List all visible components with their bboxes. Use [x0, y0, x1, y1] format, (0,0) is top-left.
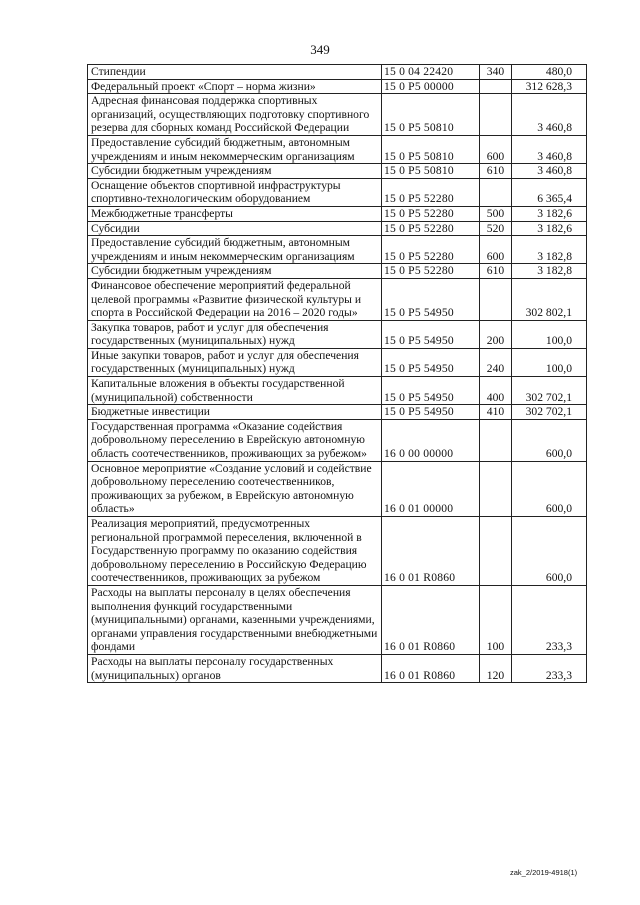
row-expense-type-cell: 240: [480, 348, 512, 376]
row-name-cell: Межбюджетные трансферты: [88, 206, 382, 221]
row-amount-cell: 100,0: [512, 320, 587, 348]
row-amount-cell: 233,3: [512, 585, 587, 654]
row-expense-type-cell: 520: [480, 221, 512, 236]
row-amount-cell: 3 460,8: [512, 135, 587, 163]
row-code-cell: 15 0 Р5 52280: [382, 221, 480, 236]
row-expense-type-cell: [480, 419, 512, 461]
row-expense-type-cell: [480, 278, 512, 320]
row-expense-type-cell: [480, 461, 512, 516]
table-row: [88, 405, 587, 420]
row-expense-type-cell: 600: [480, 236, 512, 264]
row-code-cell: 15 0 Р5 52280: [382, 178, 480, 206]
row-code-cell: 15 0 Р5 54950: [382, 348, 480, 376]
table-row: [88, 348, 587, 376]
row-amount-cell: 302 702,1: [512, 405, 587, 420]
row-amount-cell: 3 182,6: [512, 206, 587, 221]
row-name-cell: Бюджетные инвестиции: [88, 405, 382, 420]
row-amount-cell: 480,0: [512, 65, 587, 80]
row-name-cell: Государственная программа «Оказание содействия добровольному переселению в Еврейскую автономную область соотечественников, проживающих за рубежом»: [88, 419, 382, 461]
row-code-cell: 15 0 Р5 52280: [382, 264, 480, 279]
document-code: zak_2/2019-4918(1): [510, 868, 578, 877]
row-amount-cell: 3 182,8: [512, 264, 587, 279]
row-name-cell: Стипендии: [88, 65, 382, 80]
row-name-cell: Расходы на выплаты персоналу государственных (муниципальных) органов: [88, 654, 382, 682]
row-code-cell: 15 0 Р5 50810: [382, 164, 480, 179]
row-expense-type-cell: 600: [480, 135, 512, 163]
row-code-cell: 16 0 01 R0860: [382, 517, 480, 586]
table-row: [88, 278, 587, 320]
row-code-cell: 15 0 Р5 00000: [382, 79, 480, 94]
row-name-cell: Финансовое обеспечение мероприятий федеральной целевой программы «Развитие физической культуры и спорта в Российской Федерации на 2016 – 2020 годы»: [88, 278, 382, 320]
table-row: [88, 94, 587, 136]
row-code-cell: 16 0 00 00000: [382, 419, 480, 461]
row-code-cell: 15 0 Р5 54950: [382, 278, 480, 320]
row-name-cell: Оснащение объектов спортивной инфраструктуры спортивно-технологическим оборудованием: [88, 178, 382, 206]
row-amount-cell: 3 182,6: [512, 221, 587, 236]
table-row: [88, 461, 587, 516]
row-expense-type-cell: 340: [480, 65, 512, 80]
table-row: [88, 206, 587, 221]
row-name-cell: Реализация мероприятий, предусмотренных региональной программой переселения, включенной в Государственную программу по оказанию содействия добровольному переселению в Российскую Федерацию соотечественников, проживающих за рубежом: [88, 517, 382, 586]
row-expense-type-cell: 610: [480, 164, 512, 179]
row-expense-type-cell: 200: [480, 320, 512, 348]
row-amount-cell: 3 460,8: [512, 164, 587, 179]
row-amount-cell: 302 802,1: [512, 278, 587, 320]
row-expense-type-cell: [480, 94, 512, 136]
row-amount-cell: 312 628,3: [512, 79, 587, 94]
table-row: [88, 517, 587, 586]
row-code-cell: 16 0 01 R0860: [382, 585, 480, 654]
row-expense-type-cell: 120: [480, 654, 512, 682]
row-amount-cell: 6 365,4: [512, 178, 587, 206]
row-expense-type-cell: [480, 178, 512, 206]
table-row: [88, 221, 587, 236]
row-code-cell: 15 0 Р5 50810: [382, 94, 480, 136]
row-amount-cell: 302 702,1: [512, 377, 587, 405]
row-expense-type-cell: [480, 79, 512, 94]
table-row: [88, 236, 587, 264]
row-expense-type-cell: 410: [480, 405, 512, 420]
row-code-cell: 15 0 Р5 54950: [382, 405, 480, 420]
row-code-cell: 15 0 Р5 52280: [382, 206, 480, 221]
table-row: [88, 320, 587, 348]
table-row: [88, 264, 587, 279]
row-code-cell: 15 0 Р5 54950: [382, 320, 480, 348]
row-code-cell: 15 0 04 22420: [382, 65, 480, 80]
row-amount-cell: 100,0: [512, 348, 587, 376]
table-row: [88, 135, 587, 163]
row-name-cell: Предоставление субсидий бюджетным, автономным учреждениям и иным некоммерческим организациям: [88, 135, 382, 163]
table-row: [88, 79, 587, 94]
row-amount-cell: 3 460,8: [512, 94, 587, 136]
table-row: [88, 164, 587, 179]
row-name-cell: Закупка товаров, работ и услуг для обеспечения государственных (муниципальных) нужд: [88, 320, 382, 348]
table-row: [88, 377, 587, 405]
row-code-cell: 15 0 Р5 50810: [382, 135, 480, 163]
row-name-cell: Расходы на выплаты персоналу в целях обеспечения выполнения функций государственными (муниципальными) органами, казенными учреждениями, органами управления государственными внебюджетными фондами: [88, 585, 382, 654]
row-amount-cell: 600,0: [512, 419, 587, 461]
table-row: [88, 654, 587, 682]
row-name-cell: Капитальные вложения в объекты государственной (муниципальной) собственности: [88, 377, 382, 405]
page-number: 349: [310, 42, 330, 57]
row-name-cell: Федеральный проект «Спорт – норма жизни»: [88, 79, 382, 94]
row-name-cell: Субсидии: [88, 221, 382, 236]
row-code-cell: 16 0 01 R0860: [382, 654, 480, 682]
row-expense-type-cell: 400: [480, 377, 512, 405]
row-amount-cell: 3 182,8: [512, 236, 587, 264]
row-name-cell: Субсидии бюджетным учреждениям: [88, 264, 382, 279]
table-row: [88, 585, 587, 654]
row-amount-cell: 233,3: [512, 654, 587, 682]
row-name-cell: Иные закупки товаров, работ и услуг для обеспечения государственных (муниципальных) нужд: [88, 348, 382, 376]
table-row: [88, 419, 587, 461]
table-row: [88, 65, 587, 80]
row-expense-type-cell: 610: [480, 264, 512, 279]
row-amount-cell: 600,0: [512, 517, 587, 586]
row-amount-cell: 600,0: [512, 461, 587, 516]
row-expense-type-cell: 100: [480, 585, 512, 654]
table-row: [88, 178, 587, 206]
row-expense-type-cell: 500: [480, 206, 512, 221]
row-code-cell: 16 0 01 00000: [382, 461, 480, 516]
row-expense-type-cell: [480, 517, 512, 586]
row-name-cell: Субсидии бюджетным учреждениям: [88, 164, 382, 179]
row-name-cell: Предоставление субсидий бюджетным, автономным учреждениям и иным некоммерческим организациям: [88, 236, 382, 264]
row-code-cell: 15 0 Р5 54950: [382, 377, 480, 405]
row-name-cell: Адресная финансовая поддержка спортивных организаций, осуществляющих подготовку спортивного резерва для сборных команд Российской Федерации: [88, 94, 382, 136]
budget-table: [87, 64, 587, 683]
row-name-cell: Основное мероприятие «Создание условий и содействие добровольному переселению соотечественников, проживающих за рубежом, в Еврейскую автономную область»: [88, 461, 382, 516]
row-code-cell: 15 0 Р5 52280: [382, 236, 480, 264]
